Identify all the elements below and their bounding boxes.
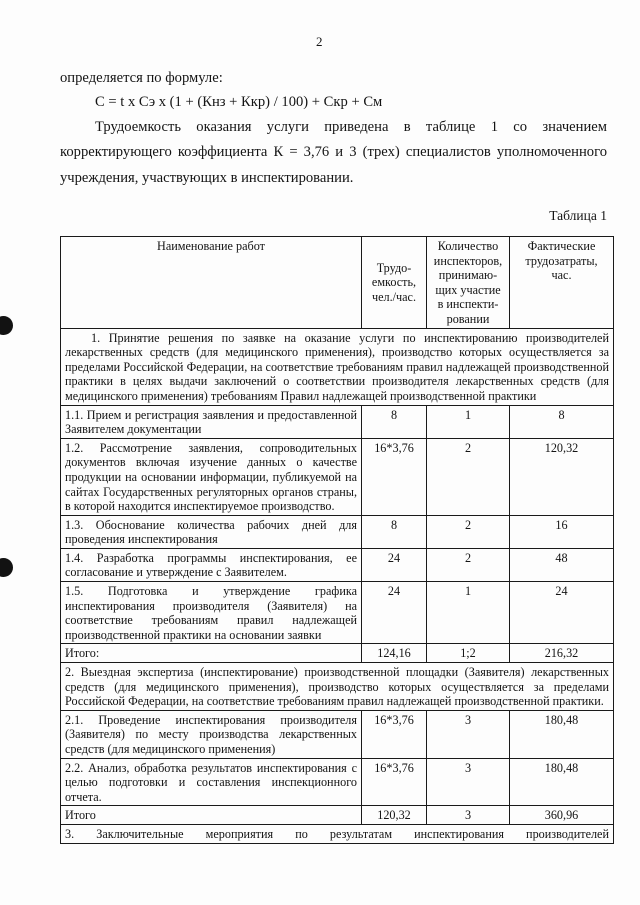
paragraph-line: Трудоемкость оказания услуги приведена в таблице 1 со значением [95,119,607,135]
table-row [61,405,614,438]
paragraph-line: корректирующего коэффициента К = 3,76 и 3 (трех) специалистов уполномоченного [60,144,607,160]
formula: С = t x Сэ x (1 + (Кнз + Ккр) / 100) + Скр + См [95,94,383,110]
row-name: 1.3. Обоснование количества рабочих дней для проведения инспектирования [61,515,362,548]
header-inspectors-text: Количество инспекторов, принимаю- щих участие в инспекти- ровании [433,239,503,326]
paragraph-line: учреждения, участвующих в инспектировании. [60,170,354,186]
total-labor: 124,16 [362,644,427,663]
row-labor: 16*3,76 [362,758,427,806]
row-name: 1.2. Рассмотрение заявления, сопроводительных документов включая изучение данных о качестве продукции на основании информации, публикуемой на сайтах Государственных регуляторных органов страны, в которой находится инспектируемое производство. [61,438,362,515]
punch-hole [0,558,13,577]
section-row [61,824,614,843]
header-actual-text: Фактические трудозатраты, час. [525,239,598,283]
row-name: 1.1. Прием и регистрация заявления и предоставленной Заявителем документации [61,405,362,438]
row-actual: 16 [510,515,614,548]
row-actual: 180,48 [510,710,614,758]
row-inspectors: 1 [427,405,510,438]
table-row [61,515,614,548]
row-labor: 8 [362,405,427,438]
header-actual [510,237,614,329]
page-number: 2 [316,34,323,49]
row-inspectors: 2 [427,438,510,515]
row-inspectors: 2 [427,515,510,548]
row-inspectors: 2 [427,548,510,581]
total-labor: 120,32 [362,806,427,825]
row-actual: 24 [510,582,614,644]
table-row [61,710,614,758]
total-actual: 360,96 [510,806,614,825]
section-row [61,328,614,405]
total-inspectors: 1;2 [427,644,510,663]
row-actual: 8 [510,405,614,438]
row-name: 1.5. Подготовка и утверждение графика инспектирования производителя (Заявителя) на соответствие требованиям правил надлежащей производственной практики на основании заявки [61,582,362,644]
intro-line: определяется по формуле: [60,70,223,86]
row-inspectors: 3 [427,758,510,806]
table-row [61,582,614,644]
table-label: Таблица 1 [549,208,607,223]
table-row [61,548,614,581]
section-1-title: 1. Принятие решения по заявке на оказание услуги по инспектированию производителей лекарственных средств (для медицинского применения), производство которых осуществляется за пределами Российской Федерации, на соответствие требованиям правил надлежащей производственной практики в целях выдачи заключений о соответствии производителя лекарственных средств (для медицинского применения) требованиям Правил надлежащей производственной практики [61,328,614,405]
total-label: Итого [61,806,362,825]
total-actual: 216,32 [510,644,614,663]
row-actual: 120,32 [510,438,614,515]
header-inspectors [427,237,510,329]
table-row [61,758,614,806]
total-label: Итого: [61,644,362,663]
row-actual: 180,48 [510,758,614,806]
section-row [61,663,614,711]
punch-hole [0,316,13,335]
row-labor: 16*3,76 [362,710,427,758]
header-labor-text: Трудо- емкость, чел./час. [371,260,417,305]
row-labor: 24 [362,582,427,644]
row-labor: 24 [362,548,427,581]
row-name: 2.2. Анализ, обработка результатов инспектирования с целью подготовки и составления инспекционного отчета. [61,758,362,806]
row-name: 2.1. Проведение инспектирования производителя (Заявителя) по месту производства лекарственных средств (для медицинского применения) [61,710,362,758]
labor-table [60,236,614,844]
row-labor: 8 [362,515,427,548]
row-labor: 16*3,76 [362,438,427,515]
header-name: Наименование работ [61,237,362,329]
row-inspectors: 1 [427,582,510,644]
section-2-title: 2. Выездная экспертиза (инспектирование) производственной площадки (Заявителя) лекарственных средств (для медицинского применения), производство которых осуществляется за пределами Российской Федерации, на соответствие требованиям правил надлежащей производственной практики. [61,663,614,711]
table-row [61,438,614,515]
total-row [61,806,614,825]
section-3-title: 3. Заключительные мероприятия по результатам инспектирования производителей [61,824,614,843]
row-inspectors: 3 [427,710,510,758]
table-header-row [61,237,614,329]
row-name: 1.4. Разработка программы инспектирования, ее согласование и утверждение с Заявителем. [61,548,362,581]
header-labor [362,237,427,329]
row-actual: 48 [510,548,614,581]
total-inspectors: 3 [427,806,510,825]
total-row [61,644,614,663]
